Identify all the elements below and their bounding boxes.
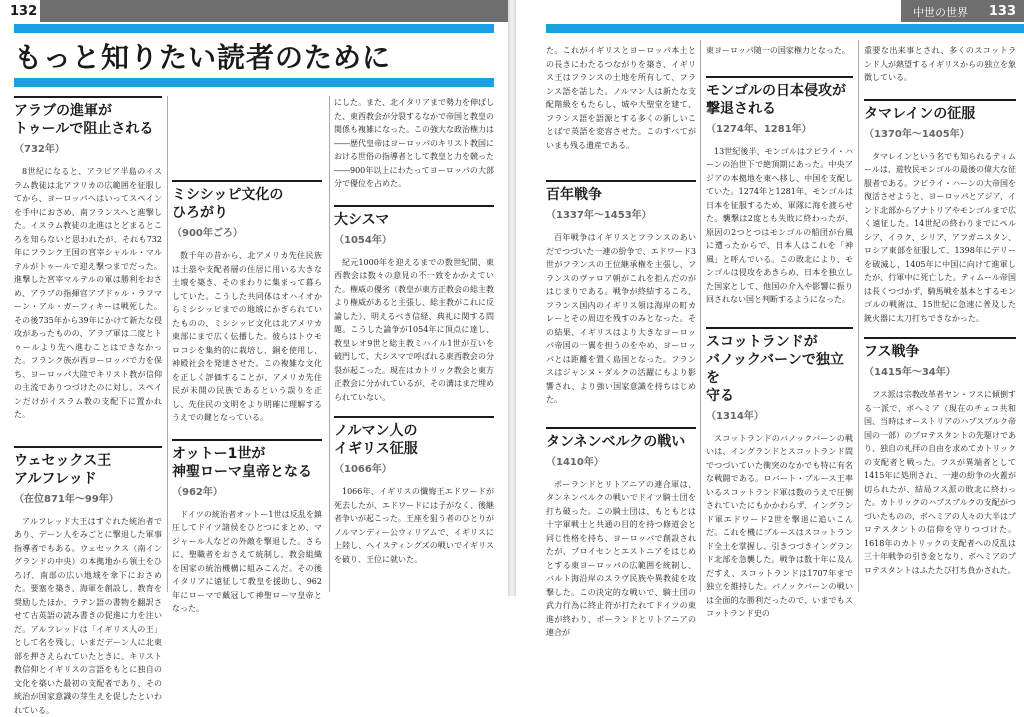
section-date: （1314年） bbox=[706, 407, 853, 422]
right-blue-bar bbox=[546, 24, 1024, 33]
section-norman bbox=[334, 416, 494, 566]
right-page bbox=[516, 0, 1024, 596]
section-schism bbox=[334, 205, 494, 405]
section-date: （1415年〜34年） bbox=[864, 363, 1016, 378]
section-body: アルフレッド大王はすぐれた統治者であり、デーン人をみごとに撃退した軍事指導者でもある。ウェセックス（南イングランドの中央）の本拠地から領土をひろげ、南部の広い地域を傘下におさめた。要塞を築き、海軍を創設し、教育を奨励したほか、ラテン語の書物を翻訳させて古英語の読み書きの促進に力を注いだ。アルフレッドは「イギリス人の王」として名を残し、いまだデーン人に北東部を押さえられていたときに、キリスト教信仰とイギリスの言語をもとに独自の文化を築いた最初の支配者であり、その統治が国家意識の芽生えを促したといわれている。 bbox=[14, 515, 162, 717]
section-body: 13世紀後半、モンゴルはフビライ・ハーンの治世下で絶頂期にあった。中央アジアの本拠地を東へ移し、中国を支配していた。1274年と1281年、モンゴルは日本を征服するため、軍隊に海を渡らせた。襲撃は2度とも失敗に終わったが、原因の2つとつはモンゴルの船団が台風に遭ったからで、日本人はこれを「神風」と呼んでいる。この敗北により、モンゴルは侵攻をあきらめ、日本を独立した国家として、他国の介入や影響に振り回されない国と判断するようになった。 bbox=[706, 145, 853, 307]
section-mongol bbox=[706, 76, 853, 307]
section-scotland bbox=[706, 327, 853, 621]
section-otto bbox=[172, 439, 322, 616]
right-column-2 bbox=[706, 44, 853, 596]
column-rule bbox=[700, 40, 701, 592]
section-date: （在位871年〜99年） bbox=[14, 490, 162, 505]
section-date: （1370年〜1405年） bbox=[864, 125, 1016, 140]
section-body: 数千年の昔から、北アメリカ先住民族は土塁や支配者層の住居に用いる大きな土壇を築き、そのまわりに集まって暮らしていた。こうした共同体はオハイオからミシシッピまでの地域にかぎられていたものの、ミシシッピ文化は北アメリカ東部にまで広く伝播した。彼らはトウモロコシを集約的に栽培し、銅を使用し、神殿社会を発達させた。この複雑な文化を正しく評価することが、アメリカ先住民が未開の民族であるという誤りを正し、先住民の文明をより明確に理解するうえでの鍵となっている。 bbox=[172, 249, 322, 425]
section-body: ポーランドとリトアニアの連合軍は、タンネンベルクの戦いでドイツ騎士団を打ち破った。この騎士団は、もともとは十字軍戦士と共通の目的を持つ修道会と同じ性格を持ち、ヨーロッパで創設されたが、プロイセンとエストニアをはじめとする東ヨーロッパの広範囲を統制し、バルト海沿岸のスラヴ民族や異教徒を攻撃した。この決定的な戦いで、騎士団の武力行為に終止符が打たれてドイツの東進が終わり、ポーランドとリトアニアの連合が bbox=[546, 478, 696, 640]
section-date: （1054年） bbox=[334, 231, 494, 246]
section-body: タマレインという名でも知られるティムールは、遊牧民モンゴルの最後の偉大な征服者である。フビライ・ハーンの大帝国を復活させようと、ヨーロッパとアジア、インド北部からアナトリアやモンゴルまで広く遠征した。14世紀の終わりまでにペルシア、イラク、シリア、アフガニスタン、ロシア東部を征服して、1398年にデリーを破滅し、1405年に中国に向けて進軍したが、行軍中に死亡した。ティムール帝国は長くつづかず、騎馬戦を基本とするモンゴルの戦術は、15世紀に急速に普及した銃火器に太刀打ちできなかった。 bbox=[864, 150, 1016, 326]
section-body: 紀元1000年を迎えるまでの数世紀間、東西教会は数々の意見の不一致をかかえていた。権威の優劣（教皇が東方正教会の総主教より権威があると主張し、総主教がこれに反論した）、明えるべき信経、典礼に関する問題。こうした論争が1054年に頂点に達し、教皇レオ9世と総主教ミハイル1世が互いを破門して、大シスマで呼ばれる東西教会の分裂が起こった。現在はカトリック教会と東方正教会に分かれているが、その溝はまだ埋められていない。 bbox=[334, 256, 494, 405]
left-column-3 bbox=[334, 96, 494, 596]
left-column-2 bbox=[172, 96, 322, 596]
section-heading: 百年戦争 bbox=[546, 186, 696, 204]
column-rule bbox=[329, 96, 330, 592]
section-heading: ミシシッピ文化の ひろがり bbox=[172, 186, 322, 222]
section-heading: オットー1世が 神聖ローマ皇帝となる bbox=[172, 445, 322, 481]
section-heading: タンネンベルクの戦い bbox=[546, 433, 696, 451]
book-gutter bbox=[508, 0, 516, 596]
section-hus bbox=[864, 337, 1016, 577]
column-rule bbox=[858, 40, 859, 592]
section-date: （900年ごろ） bbox=[172, 224, 322, 239]
right-page-number: 133 bbox=[989, 4, 1016, 19]
section-body: 8世紀になると、アラビア半島のイスラム教徒は北アフリカの広範囲を征服してから、ヨーロッパへはいってスペインを手中におさめ、南フランスへと進撃した。イスラム教徒の北進はとどまるところを知らないと思われたが、それも732年にフランク王国の宮宰シャルル・マルテルがトゥールで迎え撃つまでだった。進撃した宮宰マルテルの軍は勝利をおさめ、アラブの指揮官アブドゥル・ラフマーン・アル・ガーフィキーは戦死した。その後735年から39年にかけて新たな侵攻があったものの、アラブ軍は二度とトゥールより先へ進むことはできなかった。フランク族が西ヨーロッパで力を保ち、ヨーロッパ大陸でキリスト教が信仰の主流でありつづけたのに対し、スペインだけがイスラム教の支配下に置かれた。 bbox=[14, 165, 162, 422]
section-date: （1337年〜1453年） bbox=[546, 206, 696, 221]
left-column-1 bbox=[14, 96, 162, 596]
section-body: フス派は宗教改革者ヤン・フスに傾倒する一派で、ボヘミア（現在のチェコ共和国、当時はオーストリアのハプスブルク帝国の一部）のプロテスタントの先駆けであり、独自の礼拝の自由を求めてカトリックの支配者と戦った。フスが異端者として1415年に処刑され、一連の紛争の火蓋が切られたが、結局フス派の敗北に終わった。カトリックのハプスブルクの支配がつづいたものの、ボヘミアの人々の大半はプロテスタントの信仰を守りつづけた。1618年のカトリックの支配者への反乱は三十年戦争の引き金となり、ボヘミアのプロテスタントはふたたび打ち負かされた。 bbox=[864, 388, 1016, 577]
main-title: もっと知りたい読者のために bbox=[14, 36, 391, 76]
section-body: 1066年、イギリスの懺悔王エドワードが死去したが、エドワードには子がなく、後継者争いが起こった。王座を狙う者のひとりがノルマンディー公ウィリアムで、イギリスに上陸し、ヘイスティングズの戦いでイギリスを破り、王位に就いた。 bbox=[334, 485, 494, 566]
left-page bbox=[0, 0, 508, 596]
section-wessex bbox=[14, 446, 162, 717]
section-body-continued: にした。また、北イタリアまで勢力を伸ばした、東西教会が分裂するなかで帝国と教皇の関係も複雑になった。この強大な政治権力は――歴代皇帝はヨーロッパのキリスト教国における世俗の指導者として教皇と力を競った――900年以上にわたってヨーロッパの大部分で優位を占めた。 bbox=[334, 96, 494, 191]
section-arab bbox=[14, 96, 162, 422]
section-heading: ノルマン人の イギリス征服 bbox=[334, 422, 494, 458]
section-tamerlane bbox=[864, 99, 1016, 326]
section-heading: 大シスマ bbox=[334, 211, 494, 229]
column-rule bbox=[167, 96, 168, 592]
section-heading: モンゴルの日本侵攻が 撃退される bbox=[706, 82, 853, 118]
section-body-continued: 東ヨーロッパ随一の国家権力となった。 bbox=[706, 44, 853, 58]
section-body: スコットランドのバノックバーンの戦いは、イングランドとスコットランド間でつづいていた衝突のなかでも特に有名な戦闘である。ロバート・ブルース王率いるスコットランド軍は数のうえで圧倒されていたにもかかわらず、イングランド軍エドワード2世を撃退に追いこんだ。これを機にブルースはスコットランド全土を掌握し、引きつづきイングランド北部を急襲した。戦争は数十年に及んだすえ、スコットランドは1707年まで独立を維持した。バノックバーンの戦いは全面的な勝利だったので、いまでもスコットランド史の bbox=[706, 432, 853, 621]
right-column-3 bbox=[864, 44, 1016, 596]
section-tannenberg bbox=[546, 427, 696, 640]
running-head: 中世の世界 bbox=[913, 4, 968, 20]
section-hundred-years-war bbox=[546, 180, 696, 407]
section-heading: アラブの進軍が トゥールで阻止される bbox=[14, 102, 162, 138]
left-page-number: 132 bbox=[10, 4, 37, 19]
section-body: ドイツの統治者オットー1世は反乱を鎮圧してドイツ諸侯をひとつにまとめ、マジャール人などの外敵を撃退した。さらに、聖職者をおさえて統制し、教会組織を国家の統治機構に組みこんだ。その後イタリアに遠征して教皇を援助し、962年にローマで戴冠して神聖ローマ皇帝となった。 bbox=[172, 508, 322, 616]
left-blue-bar-top bbox=[14, 24, 494, 33]
section-heading: スコットランドが バノックバーンで独立を 守る bbox=[706, 333, 853, 405]
section-body: 百年戦争はイギリスとフランスのあいだでつづいた一連の紛争で、エドワード3世がフランスの王位継承権を主張し、フランスのヴァロア朝がこれを拒んだのがはじまりである。戦争が終結するころ、フランス国内のイギリス領は海岸の町カレーとその周辺を残すのみとなった。その結果、イギリスはより大きなヨーロッパ帝国の一翼を担うのをやめ、ヨーロッパとは距離を置く島国となった。フランスはジャンヌ・ダルクの活躍にもより影響され、より強い国家意識を持ちはじめた。 bbox=[546, 231, 696, 407]
section-date: （962年） bbox=[172, 483, 322, 498]
section-date: （1066年） bbox=[334, 460, 494, 475]
left-header-bar bbox=[40, 0, 508, 22]
section-date: （1274年、1281年） bbox=[706, 120, 853, 135]
section-body-continued: た。これがイギリスとヨーロッパ本土との長きにわたるつながりを築き、イギリス王はフランスの土地を所有して、フランス語を話した。ノルマン人は新たな支配階級をもたらし、城や大聖堂を建て、フランス語を語源とする多くの新しいことばで英語を変容させた。このすべてがいまも残る遺産である。 bbox=[546, 44, 696, 152]
right-column-1 bbox=[546, 44, 696, 596]
section-heading: ウェセックス王 アルフレッド bbox=[14, 452, 162, 488]
section-date: （732年） bbox=[14, 140, 162, 155]
section-body-continued: 重要な出来事とされ、多くのスコットランド人が熱望するイギリスからの独立を象徴している。 bbox=[864, 44, 1016, 85]
section-mississippi bbox=[172, 180, 322, 425]
left-blue-bar-bottom bbox=[14, 78, 494, 87]
section-heading: フス戦争 bbox=[864, 343, 1016, 361]
section-date: （1410年） bbox=[546, 453, 696, 468]
section-heading: タマレインの征服 bbox=[864, 105, 1016, 123]
